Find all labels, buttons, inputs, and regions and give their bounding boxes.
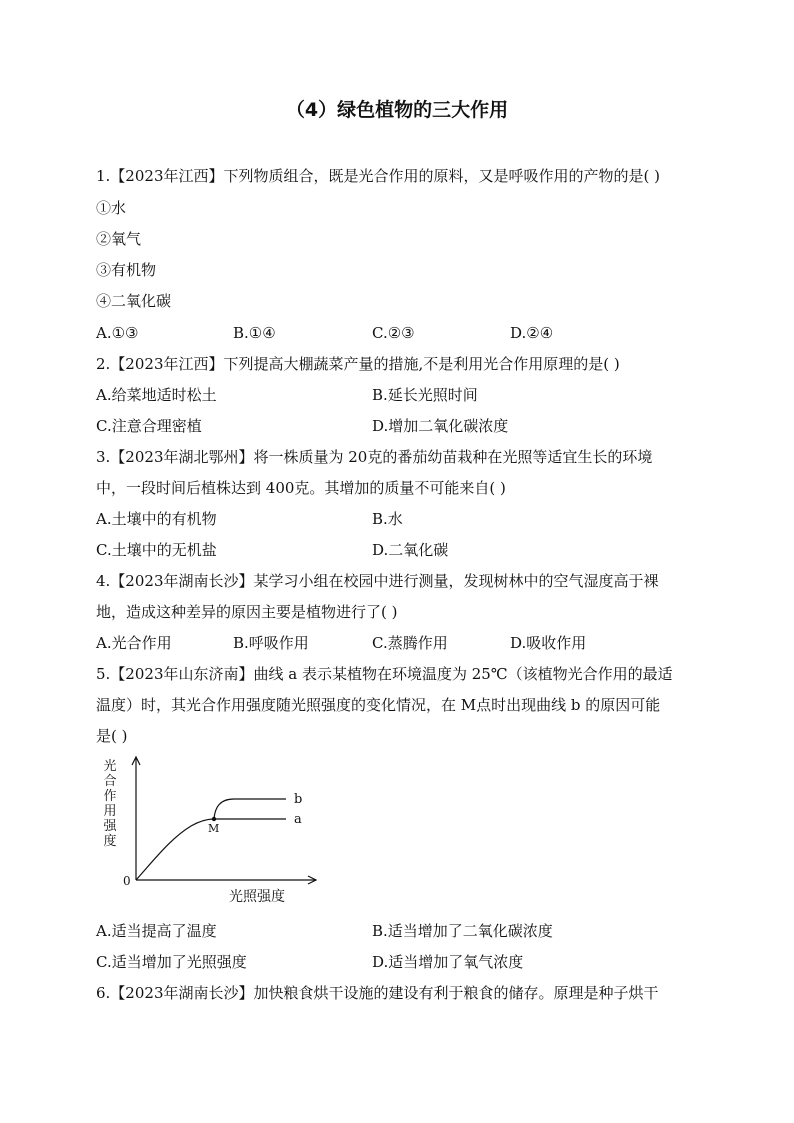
q3-stem-line-1: 3.【2023年湖北鄂州】将一株质量为 20克的番茄幼苗栽种在光照等适宜生长的环境 bbox=[96, 448, 653, 466]
q4-stem-line-2: 地，造成这种差异的原因主要是植物进行了( ) bbox=[96, 603, 398, 621]
q1-option-c: C.②③ bbox=[372, 324, 415, 342]
q3-option-b: B.水 bbox=[372, 510, 403, 528]
curve-a-label: a bbox=[294, 812, 302, 827]
q5-graph bbox=[96, 752, 326, 912]
point-m-label: M bbox=[208, 822, 220, 835]
q2-option-d: D.增加二氧化碳浓度 bbox=[372, 417, 509, 435]
q2-stem: 2.【2023年江西】下列提高大棚蔬菜产量的措施,不是利用光合作用原理的是( ) bbox=[96, 355, 620, 373]
q4-option-b: B.呼吸作用 bbox=[233, 634, 309, 652]
q4-option-d: D.吸收作用 bbox=[510, 634, 587, 652]
q4-stem-line-1: 4.【2023年湖南长沙】某学习小组在校园中进行测量，发现树林中的空气湿度高于裸 bbox=[96, 572, 659, 590]
curve-b bbox=[214, 799, 286, 819]
q1-item-2: ②氧气 bbox=[96, 230, 142, 248]
q4-option-a: A.光合作用 bbox=[96, 634, 172, 652]
q2-option-b: B.延长光照时间 bbox=[372, 386, 478, 404]
q1-stem: 1.【2023年江西】下列物质组合，既是光合作用的原料，又是呼吸作用的产物的是( ) bbox=[96, 167, 660, 185]
q5-option-d: D.适当增加了氧气浓度 bbox=[372, 953, 524, 971]
point-m bbox=[212, 817, 216, 821]
y-axis-label-char: 合 bbox=[103, 774, 117, 789]
origin-label: 0 bbox=[123, 874, 131, 888]
x-axis-label: 光照强度 bbox=[229, 889, 285, 905]
y-axis-label-char: 强 bbox=[103, 819, 117, 834]
q1-item-4: ④二氧化碳 bbox=[96, 292, 172, 310]
q3-option-c: C.土壤中的无机盐 bbox=[96, 541, 217, 559]
q5-stem-line-2: 温度）时，其光合作用强度随光照强度的变化情况，在 M点时出现曲线 b 的原因可能 bbox=[96, 696, 661, 714]
q5-option-c: C.适当增加了光照强度 bbox=[96, 953, 247, 971]
y-axis-label-char: 光 bbox=[103, 759, 117, 774]
page-title: （4）绿色植物的三大作用 bbox=[285, 99, 509, 121]
q3-option-d: D.二氧化碳 bbox=[372, 541, 449, 559]
q1-option-d: D.②④ bbox=[510, 324, 554, 342]
q4-option-c: C.蒸腾作用 bbox=[372, 634, 448, 652]
q6-stem-line-1: 6.【2023年湖南长沙】加快粮食烘干设施的建设有利于粮食的储存。原理是种子烘干 bbox=[96, 984, 659, 1002]
y-axis-label-char: 用 bbox=[103, 804, 117, 819]
y-axis-label-char: 作 bbox=[103, 789, 117, 804]
q5-option-b: B.适当增加了二氧化碳浓度 bbox=[372, 922, 553, 940]
q1-option-a: A.①③ bbox=[96, 324, 139, 342]
q3-stem-line-2: 中，一段时间后植株达到 400克。其增加的质量不可能来自( ) bbox=[96, 479, 506, 497]
q2-option-a: A.给菜地适时松土 bbox=[96, 386, 217, 404]
q1-item-3: ③有机物 bbox=[96, 261, 157, 279]
q1-option-b: B.①④ bbox=[233, 324, 276, 342]
q1-item-1: ①水 bbox=[96, 199, 127, 217]
q5-option-a: A.适当提高了温度 bbox=[96, 922, 217, 940]
q5-stem-line-3: 是( ) bbox=[96, 727, 128, 745]
q3-option-a: A.土壤中的有机物 bbox=[96, 510, 217, 528]
curve-b-label: b bbox=[294, 792, 303, 807]
q2-option-c: C.注意合理密植 bbox=[96, 417, 202, 435]
y-axis-label-char: 度 bbox=[103, 834, 117, 849]
q5-stem-line-1: 5.【2023年山东济南】曲线 a 表示某植物在环境温度为 25℃（该植物光合作用的最适 bbox=[96, 665, 673, 683]
